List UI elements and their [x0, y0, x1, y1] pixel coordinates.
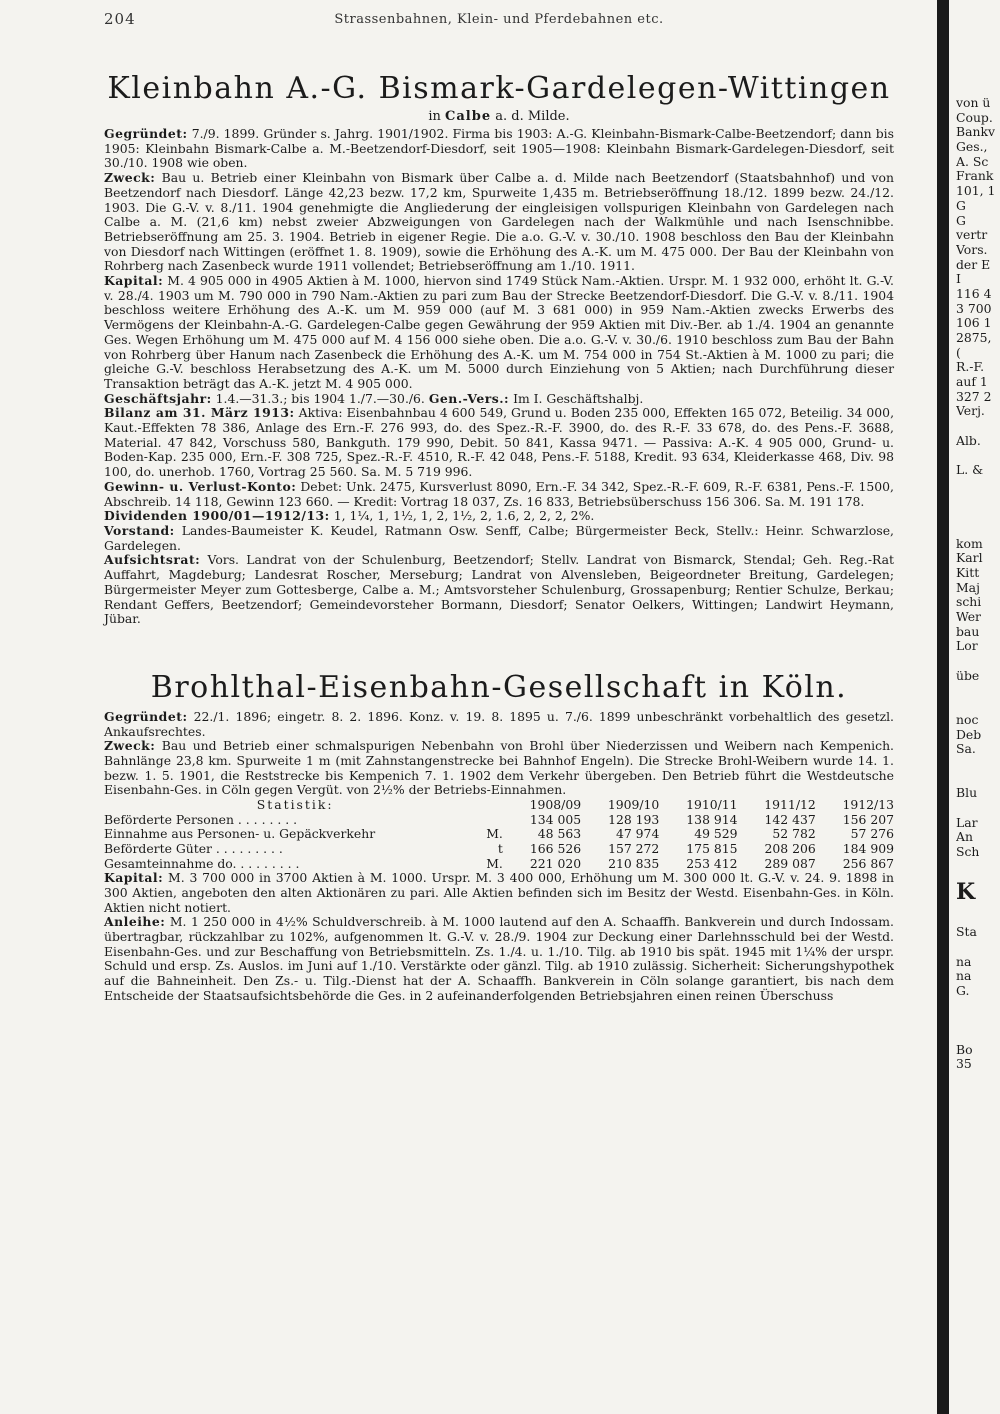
cell: 256 867 [842, 855, 894, 871]
fragment-line: auf 1 [956, 374, 988, 390]
fragment-line: I [956, 271, 961, 287]
year-header: 1909/10 [607, 797, 660, 813]
cell: 142 437 [764, 811, 816, 827]
fragment-line: 106 1 [956, 315, 992, 331]
label: Zweck: [104, 738, 156, 754]
statistics-table [104, 798, 894, 871]
running-title: Strassenbahnen, Klein- und Pferdebahnen etc. [334, 12, 664, 27]
fragment-line [956, 493, 1000, 508]
cell: 156 207 [842, 811, 894, 827]
fragment-line: 35 [956, 1056, 972, 1072]
section-gap [104, 627, 894, 671]
fragment-line: vertr [956, 227, 988, 243]
location-city: Calbe [445, 109, 492, 124]
label: Bilanz am 31. März 1913: [104, 405, 295, 421]
fragment-line: Blu [956, 785, 978, 801]
fragment-line: Sa. [956, 741, 976, 757]
fragment-line [956, 999, 1000, 1014]
fragment-line [956, 522, 1000, 537]
statistics-label: Statistik: [256, 797, 334, 813]
table-row [104, 857, 894, 872]
fragment-line [956, 757, 1000, 772]
fragment-line: Wer [956, 609, 981, 625]
cell: 210 835 [608, 855, 660, 871]
fragment-line: Sch [956, 844, 980, 860]
cell: 47 974 [615, 826, 660, 842]
paragraph-gegruendet [104, 127, 894, 171]
paragraph-kapital-2 [104, 871, 894, 915]
cell: 208 206 [764, 840, 816, 856]
cell: 253 412 [686, 855, 738, 871]
fragment-line: kom [956, 535, 983, 551]
cell: 157 272 [608, 840, 660, 856]
text: M. 1 250 000 in 4½% Schuldverschreib. à M. 1000 lautend auf den A. Schaaffh. Bankverein und durch Indossam. übertragbar, rückzahlbar zu 102%, aufgenommen lt. G.-V. v. 28./9. 1904 zur Deckung einer Darlehnsschuld bei der Westd. Eisenbahn-Ges. und zur Beschaffung von Betriebsmitteln. Zs. 1./4. u. 1./10. Tilg. ab 1910 bis spät. 1945 mit 1¼% der urspr. Schuld und ersp. Zs. Auslos. im Juni auf 1./10. Verstärkte oder gänzl. Tilg. ab 1910 zulässig. Sicherheit: Sicherungshypothek auf die Bahneinheit. Den Zs.- u. Tilg.-Dienst hat der A. Schaaffh. Bankverein in Cöln solange garantiert, bis nach dem Entscheide der Staatsaufsichtsbehörde die Ges. in 2 aufeinanderfolgenden Betriebsjahren einen reinen Überschuss [104, 914, 894, 1003]
fragment-line: L. & [956, 462, 984, 478]
fragment-line: A. Sc [956, 153, 989, 169]
fragment-line: Alb. [956, 432, 981, 448]
text-gen-vers: Im I. Geschäftshalbj. [509, 390, 644, 406]
text: Bau u. Betrieb einer Kleinbahn von Bismark über Calbe a. d. Milde nach Beetzendorf (Staatsbahnhof) und von Beetzendorf nach Diesdorf. Länge 42,23 bezw. 17,2 km, Spurweite 1,435 m. Betriebseröffnung 18./12. 1899 bezw. 24./12. 1903. Die G.-V. v. 8./11. 1904 genehmigte die Angliederung der eingleisigen vollspurigen Kleinbahn von Gardelegen nach Calbe a. M. (21,6 km) nebst zweier Abzweigungen von Gardelegen nach der Walkmühle und nach Isenschnibbe. Betriebseröffnung am 25. 3. 1904. Betrieb in eigener Regie. Die a.o. G.-V. v. 30./10. 1908 beschloss den Bau der Kleinbahn von Diesdorf nach Wittingen (eröffnet 1. 8. 1909), sowie die Erhöhung des A.-K. um M. 475 000. Der Bau der Kleinbahn von Rohrberg nach Zasenbeck wurde 1911 vollendet; Betriebseröffnung am 1./10. 1911. [104, 170, 894, 274]
row-unit [486, 813, 503, 828]
text: Debet: Unk. 2475, Kursverlust 8090, Ern.-F. 34 342, Spez.-R.-F. 609, R.-F. 6381, Pens.-F. 1500, Abschreib. 14 118, Gewinn 123 660. — Kredit: Vortrag 18 037, Zs. 16 833, Betriebsüberschuss 156 306. Sa. M. 191 178. [104, 478, 894, 509]
fragment-line: Maj [956, 579, 980, 595]
paragraph-aufsichtsrat [104, 553, 894, 627]
year-header: 1910/11 [686, 797, 738, 813]
row-label: Einnahme aus Personen- u. Gepäckverkehr [104, 826, 376, 842]
adjacent-page-fragments [956, 96, 1000, 1072]
fragment-line: G [956, 212, 966, 228]
fragment-line: bau [956, 623, 980, 639]
fragment-line [956, 801, 1000, 816]
fragment-line: na [956, 968, 972, 984]
fragment-line [956, 698, 1000, 713]
label: Geschäftsjahr: [104, 390, 212, 406]
label: Zweck: [104, 170, 156, 186]
cell: 138 914 [686, 811, 738, 827]
cell: 128 193 [608, 811, 660, 827]
fragment-line: 116 4 [956, 285, 992, 301]
table-row [104, 827, 894, 842]
fragment-line: Vors. [956, 241, 988, 257]
fragment-line [956, 684, 1000, 699]
page-gutter-divider [937, 0, 949, 1414]
section-title-brohlthal: Brohlthal-Eisenbahn-Gesellschaft in Köln. [150, 669, 848, 705]
fragment-line: Frank [956, 168, 994, 184]
label: Aufsichtsrat: [104, 552, 201, 568]
label: Anleihe: [104, 914, 166, 930]
fragment-line: Deb [956, 726, 982, 742]
fragment-line: Bankv [956, 124, 995, 140]
fragment-line: Lar [956, 814, 978, 830]
label: Gewinn- u. Verlust-Konto: [104, 478, 297, 494]
running-header [104, 8, 894, 36]
fragment-line: 3 700 [956, 300, 992, 316]
fragment-line: R.-F. [956, 359, 985, 375]
paragraph-bilanz [104, 406, 894, 480]
paragraph-gegruendet-2 [104, 710, 894, 739]
label: Kapital: [104, 273, 164, 289]
row-unit: t [497, 840, 503, 856]
text: Landes-Baumeister K. Keudel, Ratmann Osw. Senff, Calbe; Bürgermeister Beck, Stellv.: Heinr. Schwarzlose, Gardelegen. [104, 522, 894, 553]
fragment-line: schi [956, 594, 982, 610]
fragment-line [956, 910, 1000, 925]
statistics-header-row [104, 798, 894, 813]
cell: 57 276 [850, 826, 894, 842]
fragment-line: 2875, [956, 330, 992, 345]
label-gen-vers: Gen.-Vers.: [428, 390, 510, 406]
cell: 221 020 [529, 855, 582, 871]
fragment-line [956, 1013, 1000, 1028]
text: 7./9. 1899. Gründer s. Jahrg. 1901/1902. Firma bis 1903: A.-G. Kleinbahn-Bismark-Calbe-Beetzendorf; dann bis 1905: Kleinbahn Bismark-Calbe a. M.-Beetzendorf-Diesdorf, seit 1905—1908: Kleinbahn Bismark-Gardelegen-Diesdorf, seit 30./10. 1908 wie oben. [104, 126, 894, 171]
row-label: Beförderte Güter . . . . . . . . . [104, 840, 283, 856]
location-suffix: a. d. Milde. [495, 109, 570, 124]
table-row [104, 813, 894, 828]
location-prefix: in [428, 109, 441, 124]
fragment-line: Bo [956, 1041, 973, 1057]
fragment-line [956, 507, 1000, 522]
fragment-line: der E [956, 256, 991, 272]
fragment-line: Coup. [956, 109, 993, 125]
fragment-line: Karl [956, 550, 983, 566]
year-header: 1912/13 [842, 797, 894, 813]
text: Bau und Betrieb einer schmalspurigen Nebenbahn von Brohl über Niederzissen und Weibern nach Kempenich. Bahnlänge 23,8 km. Spurweite 1 m (mit Zahnstangenstrecke bei Bahnhof Engeln). Die Strecke Brohl-Weibern wurde 14. 1. bezw. 1. 5. 1901, die Reststrecke bis Kempenich 7. 1. 1902 dem Verkehr übergeben. Den Betrieb führt die Westdeutsche Eisenbahn-Ges. in Cöln gegen Vergüt. von 2½% der Betriebs-Einnahmen. [104, 738, 894, 798]
year-header: 1911/12 [764, 797, 816, 813]
cell: 289 087 [764, 855, 816, 871]
fragment-line: Ges., [956, 139, 988, 155]
section-title-kleinbahn: Kleinbahn A.-G. Bismark-Gardelegen-Wittingen [107, 71, 891, 106]
row-label: Gesamteinnahme do. . . . . . . . . [104, 855, 300, 871]
paragraph-gewinn-verlust [104, 480, 894, 509]
row-unit: M. [486, 855, 503, 871]
text: Vors. Landrat von der Schulenburg, Beetzendorf; Stellv. Landrat von Bismarck, Stendal; Geh. Reg.-Rat Auffahrt, Magdeburg; Landesrat Roscher, Merseburg; Landrat von Alvensleben, Beigeordneter Breitung, Gardelegen; Bürgermeister Meyer zum Gottesberge, Calbe a. M.; Amtsvorsteher Schulenburg, Grossapenburg; Rentier Schulze, Berkau; Rendant Geffers, Beetzendorf; Gemeindevorsteher Bormann, Diesdorf; Senator Oelkers, Wittingen; Landwirt Heymann, Jübar. [104, 552, 894, 627]
paragraph-dividenden [104, 509, 894, 524]
section-location [104, 109, 894, 124]
text: 1, 1¼, 1, 1½, 1, 2, 1½, 2, 1.6, 2, 2, 2, 2%. [329, 508, 595, 524]
fragment-line [956, 772, 1000, 787]
fragment-line: Sta [956, 924, 977, 940]
row-label: Beförderte Personen . . . . . . . . [104, 811, 298, 827]
fragment-line: Lor [956, 638, 978, 654]
paragraph-zweck-2 [104, 739, 894, 798]
label: Kapital: [104, 870, 164, 886]
page-number: 204 [104, 10, 136, 28]
main-column [104, 8, 894, 1003]
fragment-line: 101, 1 [956, 183, 996, 199]
fragment-line [956, 654, 1000, 669]
cell: 184 909 [842, 840, 894, 856]
text: Aktiva: Eisenbahnbau 4 600 549, Grund u. Boden 235 000, Effekten 165 072, Beteilig. 34 000, Kaut.-Effekten 78 386, Anlage des Ern.-F. 276 993, do. des Spez.-R.-F. 3900, do. des R.-F. 33 678, do. des Pens.-F. 3688, Material. 47 842, Vorschuss 580, Bankguth. 179 990, Debit. 50 841, Kassa 9471. — Passiva: A.-K. 4 905 000, Grund- u. Boden-Kap. 235 000, Ern.-F. 308 725, Spez.-R.-F. 4510, R.-F. 42 048, Pens.-F. 5188, Kredit. 93 634, Kleiderkasse 468, Div. 98 100, do. unerhob. 1760, Vortrag 25 560. Sa. M. 5 719 996. [104, 405, 895, 480]
label: Gegründet: [104, 126, 188, 141]
fragment-line [956, 478, 1000, 493]
label: Vorstand: [104, 522, 175, 538]
text: 22./1. 1896; eingetr. 8. 2. 1896. Konz. v. 19. 8. 1895 u. 7./6. 1899 unbeschränkt vorbehaltlich des gesetzl. Ankaufsrechtes. [104, 708, 894, 739]
cell: 49 529 [694, 826, 738, 842]
fragment-line: von ü [956, 96, 991, 110]
fragment-line: noc [956, 711, 979, 727]
fragment-line: K [956, 879, 976, 906]
fragment-line: Verj. [956, 403, 985, 419]
fragment-line: An [956, 829, 973, 845]
fragment-line: G [956, 197, 966, 213]
cell: 175 815 [686, 840, 738, 856]
text: M. 3 700 000 in 3700 Aktien à M. 1000. Urspr. M. 3 400 000, Erhöhung um M. 300 000 lt. G.-V. v. 24. 9. 1898 in 300 Aktien, angeboten den alten Aktionären zu pari. Alle Aktien befinden sich im Besitz der Westd. Eisenbahn-Ges. in Köln. Aktien nicht notiert. [104, 870, 894, 915]
cell: 166 526 [529, 840, 582, 856]
row-unit: M. [486, 826, 503, 842]
paragraph-kapital [104, 274, 894, 392]
fragment-line [956, 1028, 1000, 1043]
cell: 52 782 [772, 826, 816, 842]
fragment-line: Kitt [956, 565, 980, 580]
fragment-line [956, 940, 1000, 955]
paragraph-anleihe [104, 915, 894, 1003]
paragraph-geschaeftsjahr [104, 392, 894, 407]
paragraph-zweck [104, 171, 894, 274]
fragment-line [956, 419, 1000, 434]
fragment-line [956, 449, 1000, 464]
fragment-line: G. [956, 982, 970, 998]
text: 1.4.—31.3.; bis 1904 1./7.—30./6. [211, 390, 425, 406]
text: M. 4 905 000 in 4905 Aktien à M. 1000, hiervon sind 1749 Stück Nam.-Aktien. Urspr. M. 1 932 000, erhöht lt. G.-V. v. 28./4. 1903 um M. 790 000 in 790 Nam.-Aktien zu pari zum Bau der Strecke Beetzendorf-Diesdorf. Die G.-V. v. 8./11. 1904 beschloss weitere Erhöhung des A.-K. um M. 959 000 (auf M. 3 681 000) in 959 Nam.-Aktien zwecks Erwerbs des Vermögens der Kleinbahn-A.-G. Gardelegen-Calbe gegen Gewährung der 959 Aktien mit Div.-Ber. ab 1./4. 1904 an genannte Ges. Wegen Erhöhung um M. 475 000 auf M. 4 156 000 siehe oben. Die a.o. G.-V. v. 30./6. 1910 beschloss zum Bau der Bahn von Rohrberg über Hanum nach Zasenbeck die Erhöhung des A.-K. um M. 754 000 in 754 St.-Aktien à M. 1000 zu pari; die gleiche G.-V. beschloss Herabsetzung des A.-K. um M. 5000 durch Einziehung von 5 Aktien; nach Durchführung dieser Transaktion beträgt das A.-K. jetzt M. 4 905 000. [104, 273, 894, 391]
table-row [104, 842, 894, 857]
cell: 134 005 [529, 811, 582, 827]
label: Dividenden 1900/01—1912/13: [104, 508, 330, 524]
fragment-line: übe [956, 667, 980, 683]
label: Gegründet: [104, 708, 188, 724]
fragment-line: ( [956, 344, 961, 360]
fragment-line [956, 860, 1000, 875]
fragment-line: na [956, 953, 972, 969]
paragraph-vorstand [104, 524, 894, 553]
cell: 48 563 [537, 826, 582, 842]
year-header: 1908/09 [529, 797, 582, 813]
fragment-line: 327 2 [956, 388, 992, 404]
